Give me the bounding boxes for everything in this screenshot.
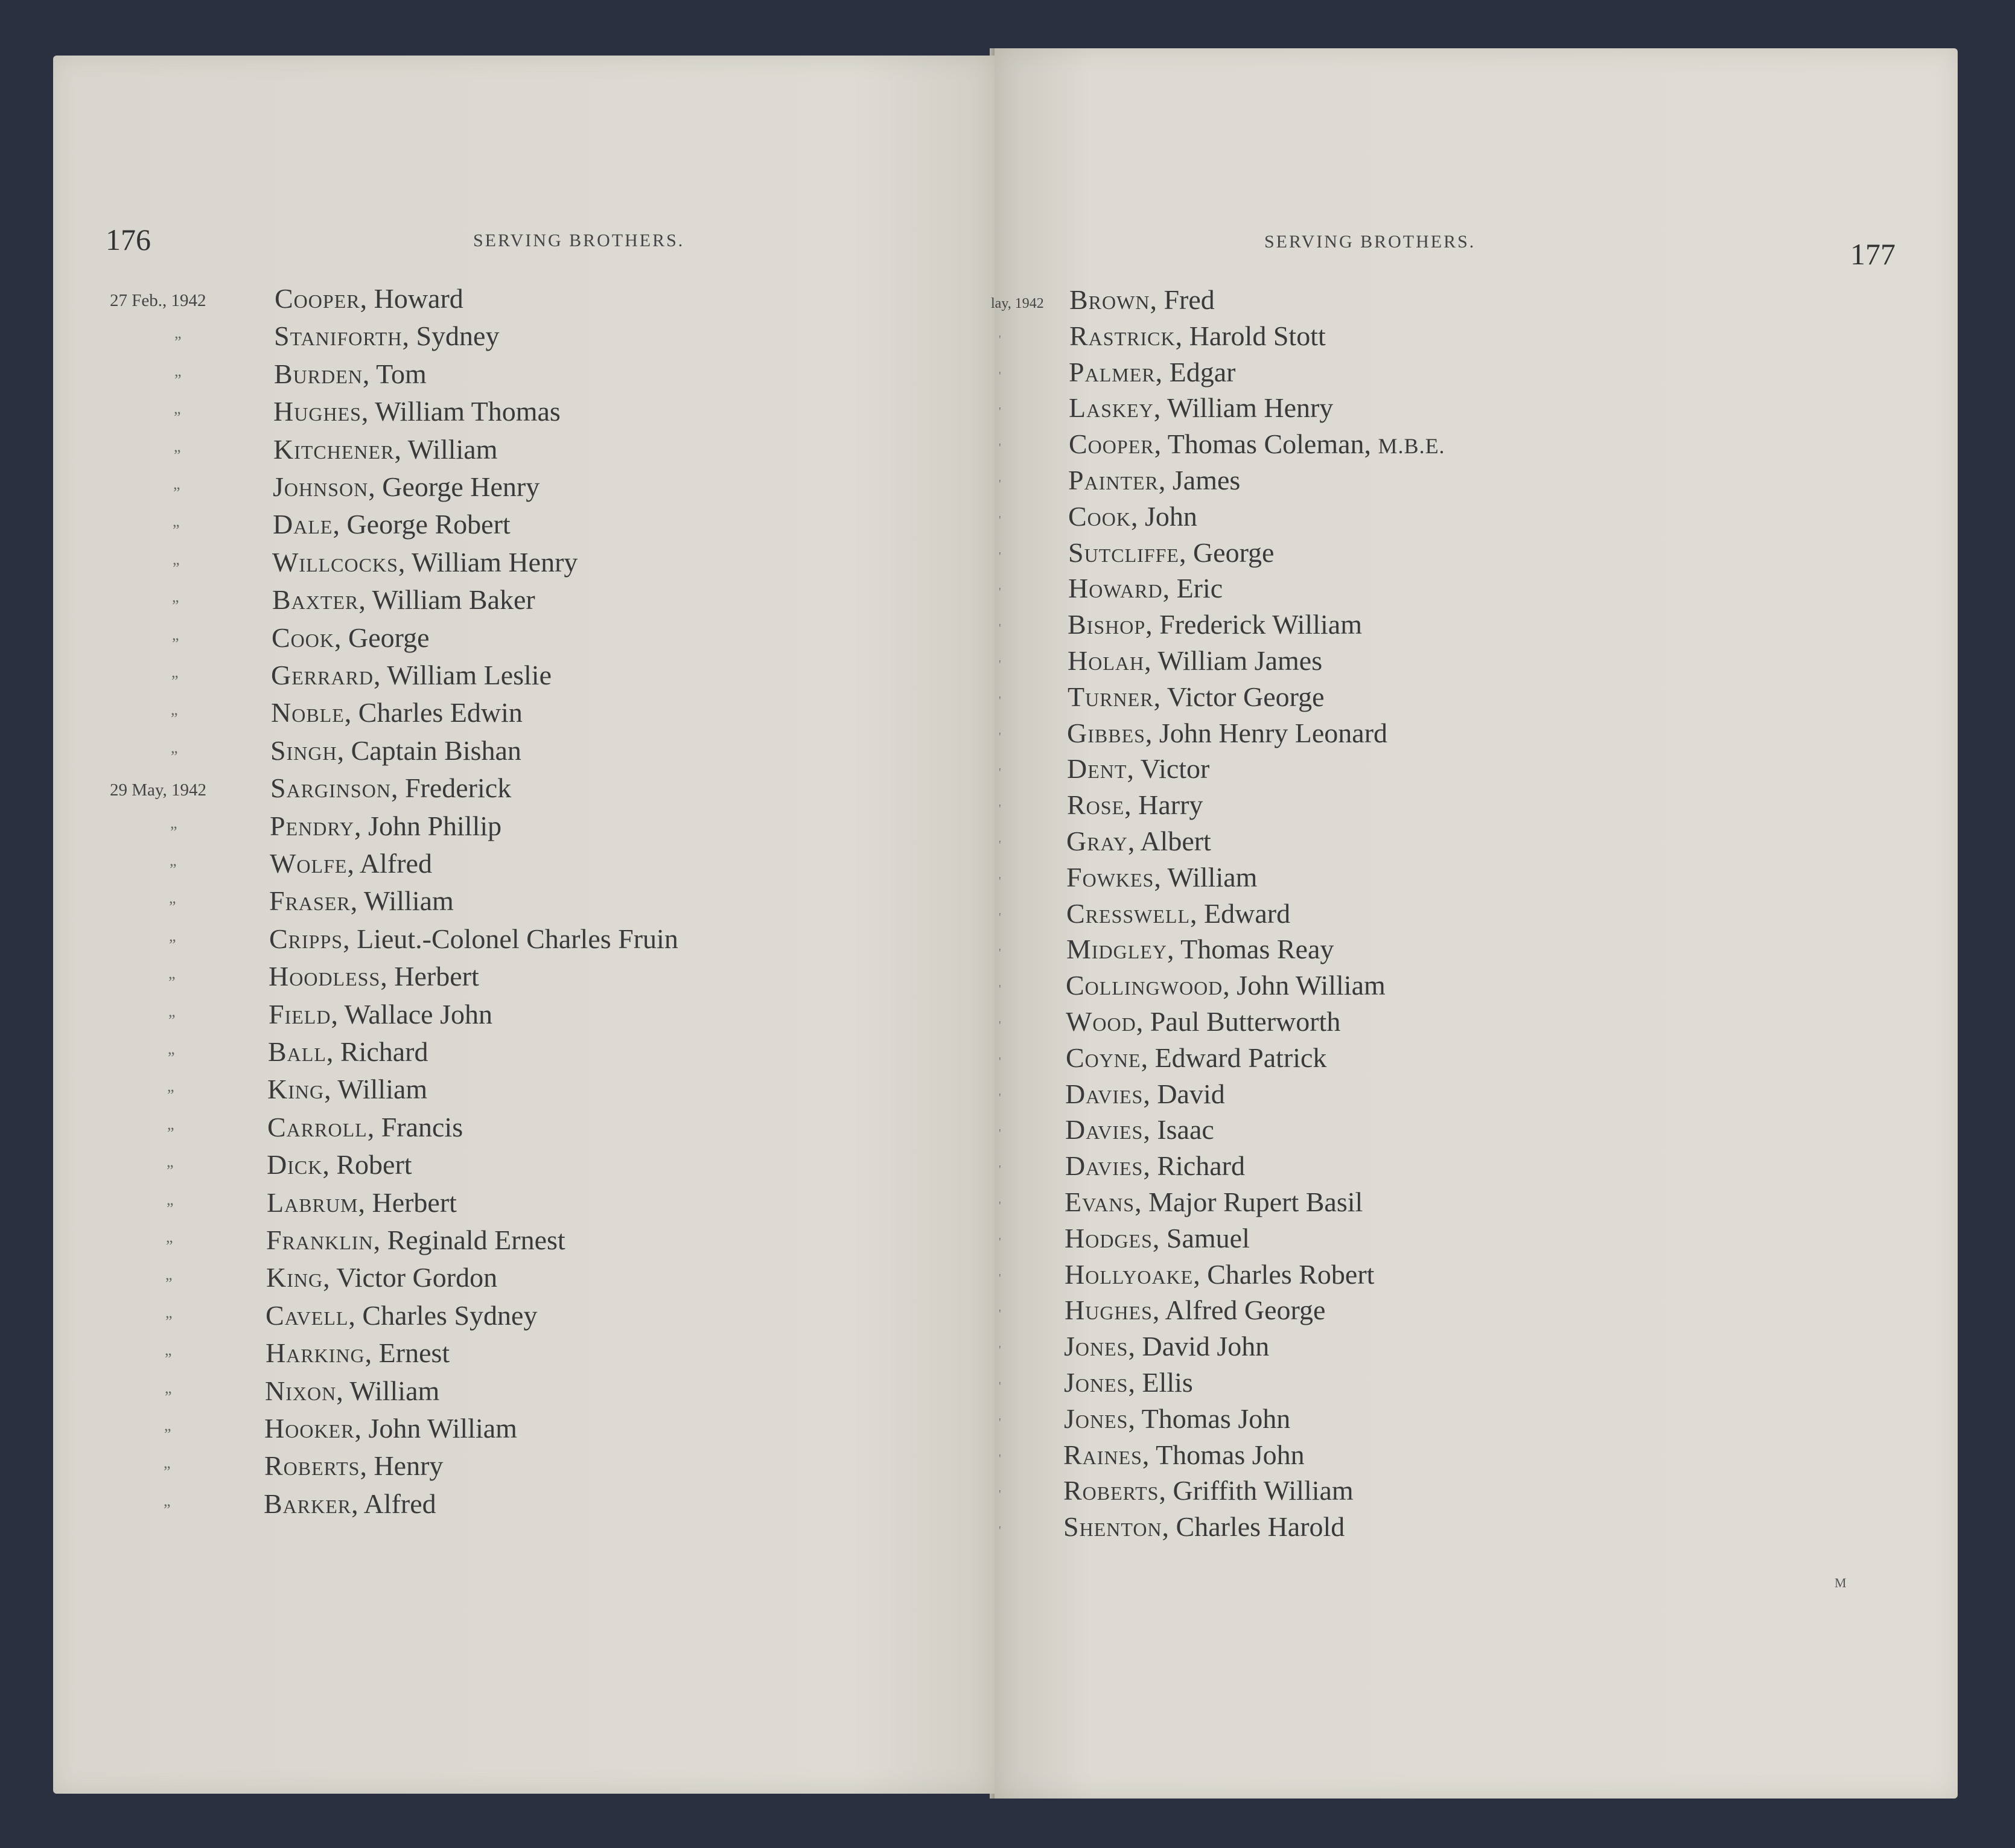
ditto-mark: ” bbox=[173, 521, 180, 540]
entry-name bbox=[1065, 1222, 1250, 1254]
entry-name bbox=[1069, 284, 1215, 316]
margin-mark: ' bbox=[999, 1343, 1001, 1357]
entry-name bbox=[264, 1412, 517, 1444]
signature-mark: M bbox=[1835, 1575, 1847, 1590]
entry-name bbox=[1065, 1150, 1245, 1182]
margin-mark: ' bbox=[999, 513, 1001, 527]
entry-name bbox=[271, 659, 552, 691]
surname: Cripps bbox=[269, 923, 343, 954]
entry-name bbox=[274, 358, 427, 390]
ditto-mark: ” bbox=[173, 559, 180, 577]
given-names: , Isaac bbox=[1143, 1114, 1214, 1145]
given-names: , Edward bbox=[1190, 897, 1291, 929]
surname: Roberts bbox=[264, 1450, 360, 1482]
entry-name bbox=[1066, 897, 1290, 929]
surname: Hollyoake bbox=[1065, 1258, 1194, 1290]
given-names: , Herbert bbox=[358, 1187, 457, 1218]
entry-name bbox=[1068, 608, 1362, 640]
given-names: , Alfred George bbox=[1152, 1295, 1326, 1326]
entry-name bbox=[267, 1111, 463, 1143]
entry-name bbox=[273, 508, 511, 540]
surname: Hodges bbox=[1065, 1222, 1153, 1254]
margin-mark: ' bbox=[999, 658, 1001, 671]
surname: Cresswell bbox=[1066, 897, 1191, 929]
ditto-mark: ” bbox=[172, 597, 179, 615]
given-names: , William Baker bbox=[358, 584, 535, 616]
entry-name bbox=[1069, 392, 1333, 424]
given-names: , William bbox=[1154, 861, 1258, 893]
margin-mark: ' bbox=[999, 1524, 1001, 1538]
given-names: , Frederick William bbox=[1145, 609, 1362, 640]
entry-name bbox=[1069, 356, 1235, 388]
entry-name bbox=[1068, 572, 1223, 604]
surname: Labrum bbox=[267, 1187, 358, 1218]
surname: Jones bbox=[1064, 1331, 1128, 1362]
given-names: , Henry bbox=[360, 1450, 444, 1482]
entry-name bbox=[1065, 1186, 1363, 1218]
surname: Barker bbox=[264, 1488, 352, 1519]
given-names: , George bbox=[1179, 537, 1275, 568]
margin-mark: ' bbox=[999, 1271, 1001, 1285]
surname: Jones bbox=[1064, 1367, 1128, 1398]
margin-mark: ' bbox=[999, 1019, 1001, 1032]
margin-mark: ' bbox=[999, 693, 1001, 707]
surname: Cook bbox=[1068, 500, 1132, 532]
surname: Hughes bbox=[1065, 1295, 1153, 1326]
margin-mark: ' bbox=[999, 1380, 1001, 1393]
surname: Raines bbox=[1063, 1439, 1142, 1470]
ditto-mark: ” bbox=[174, 446, 181, 464]
margin-mark: ' bbox=[999, 1091, 1001, 1104]
ditto-mark: ” bbox=[164, 1463, 171, 1481]
surname: Nixon bbox=[265, 1375, 337, 1406]
margin-mark: ' bbox=[999, 874, 1001, 888]
surname: Cavell bbox=[266, 1299, 349, 1331]
given-names: , Harry bbox=[1124, 789, 1203, 821]
surname: Fowkes bbox=[1066, 861, 1154, 893]
entry-name bbox=[1066, 969, 1386, 1001]
entry-name bbox=[269, 998, 492, 1030]
entry-name bbox=[268, 1036, 428, 1068]
entry-name bbox=[271, 696, 523, 728]
given-names: , Thomas Reay bbox=[1167, 934, 1334, 965]
given-names: , David John bbox=[1128, 1331, 1270, 1362]
ditto-mark: ” bbox=[170, 823, 177, 841]
entry-name bbox=[275, 282, 463, 314]
ditto-mark: ” bbox=[167, 1124, 174, 1142]
entry-name bbox=[266, 1337, 450, 1369]
surname: Wood bbox=[1066, 1006, 1136, 1037]
surname: Brown bbox=[1069, 284, 1150, 315]
given-names: , William Henry bbox=[1153, 392, 1334, 424]
entry-name bbox=[269, 885, 454, 917]
given-names: , Fred bbox=[1150, 284, 1215, 315]
margin-mark: ' bbox=[999, 802, 1001, 816]
ditto-mark: ” bbox=[170, 861, 177, 878]
entry-name bbox=[1068, 464, 1240, 496]
ditto-mark: ” bbox=[165, 1275, 173, 1293]
given-names: , Paul Butterworth bbox=[1136, 1006, 1341, 1037]
margin-mark: ' bbox=[999, 1235, 1001, 1249]
margin-mark: ' bbox=[999, 838, 1001, 852]
given-names: , George Robert bbox=[333, 509, 511, 540]
ditto-mark: ” bbox=[166, 1237, 173, 1255]
given-names: , Charles Edwin bbox=[344, 697, 523, 728]
given-names: , Major Rupert Basil bbox=[1135, 1187, 1363, 1217]
entry-name bbox=[1069, 320, 1326, 352]
entry-date: 29 May, 1942 bbox=[110, 780, 207, 800]
margin-mark: ' bbox=[999, 1488, 1001, 1502]
surname: Ball bbox=[268, 1036, 326, 1067]
given-names: , James bbox=[1158, 465, 1241, 495]
entry-name bbox=[1065, 1258, 1374, 1290]
ditto-mark: ” bbox=[172, 634, 179, 652]
given-names: , Harold Stott bbox=[1175, 320, 1326, 351]
surname: Hooker bbox=[264, 1413, 355, 1444]
surname: Staniforth bbox=[274, 320, 403, 352]
surname: Jones bbox=[1064, 1403, 1128, 1434]
given-names: , William bbox=[336, 1375, 440, 1406]
given-names: , Howard bbox=[360, 283, 463, 314]
entry-name bbox=[267, 1187, 457, 1219]
surname: King bbox=[267, 1074, 325, 1105]
surname: Gray bbox=[1066, 826, 1128, 856]
entry-name bbox=[1068, 500, 1197, 532]
surname: Hughes bbox=[273, 396, 361, 427]
given-names: , John Henry Leonard bbox=[1145, 717, 1388, 748]
ditto-mark: ” bbox=[169, 898, 176, 916]
margin-mark: ' bbox=[999, 1451, 1001, 1465]
margin-mark: ' bbox=[999, 1307, 1001, 1321]
entry-name bbox=[1065, 1294, 1325, 1326]
entry-name bbox=[266, 1224, 565, 1256]
given-names: , Ellis bbox=[1128, 1367, 1193, 1398]
surname: Rastrick bbox=[1069, 320, 1176, 351]
entry-name bbox=[1068, 537, 1274, 569]
entry-name bbox=[266, 1261, 497, 1293]
surname: Collingwood bbox=[1066, 970, 1223, 1001]
entry-name bbox=[269, 960, 479, 992]
given-names: , Victor bbox=[1127, 753, 1210, 785]
surname: Holah bbox=[1068, 645, 1145, 676]
given-names: , Albert bbox=[1127, 826, 1211, 856]
given-names: , David bbox=[1143, 1078, 1225, 1109]
entry-name bbox=[264, 1450, 443, 1482]
entry-name bbox=[273, 395, 561, 427]
margin-mark: ' bbox=[999, 585, 1001, 599]
margin-mark: ' bbox=[999, 1163, 1001, 1177]
margin-mark: ' bbox=[999, 1127, 1001, 1141]
surname: Davies bbox=[1065, 1078, 1144, 1109]
margin-mark: ' bbox=[999, 910, 1001, 924]
given-names: , Charles Sydney bbox=[348, 1299, 538, 1331]
surname: Burden bbox=[274, 358, 363, 389]
entry-name bbox=[264, 1488, 436, 1520]
right-page-number: 177 bbox=[1850, 237, 1896, 271]
entry-name bbox=[267, 1073, 427, 1105]
entry-name bbox=[266, 1299, 537, 1331]
entry-name bbox=[1069, 428, 1445, 460]
entry-name bbox=[1063, 1474, 1354, 1506]
given-names: , Victor Gordon bbox=[323, 1262, 498, 1293]
margin-mark: ' bbox=[999, 1199, 1001, 1212]
surname: Gerrard bbox=[271, 660, 374, 690]
surname: Rose bbox=[1067, 789, 1125, 821]
entry-name bbox=[1066, 825, 1211, 857]
given-names: , Alfred bbox=[351, 1488, 436, 1519]
entry-date: 27 Feb., 1942 bbox=[110, 291, 206, 310]
entry-name bbox=[1066, 1042, 1326, 1074]
surname: King bbox=[266, 1262, 323, 1293]
given-names: , William bbox=[394, 433, 498, 465]
given-names: , Sydney bbox=[402, 320, 500, 352]
margin-mark: ' bbox=[999, 730, 1001, 744]
surname: Shenton bbox=[1063, 1511, 1162, 1543]
given-names: , Samuel bbox=[1152, 1222, 1250, 1254]
left-page-number: 176 bbox=[106, 223, 151, 256]
entry-name bbox=[1066, 933, 1334, 965]
ditto-mark: ” bbox=[173, 484, 180, 502]
given-names: , William bbox=[324, 1074, 428, 1105]
entry-name bbox=[1067, 717, 1387, 749]
given-names: , Alfred bbox=[347, 848, 432, 879]
given-names: , Captain Bishan bbox=[337, 734, 521, 766]
entry-name bbox=[1064, 1366, 1193, 1398]
given-names: , Thomas John bbox=[1128, 1403, 1291, 1434]
given-names: , Thomas John bbox=[1142, 1439, 1305, 1470]
entry-name bbox=[270, 810, 501, 842]
given-names: , Wallace John bbox=[331, 998, 492, 1030]
given-names: , Victor George bbox=[1153, 681, 1325, 712]
given-names: , Ernest bbox=[364, 1337, 450, 1369]
entry-name bbox=[1063, 1439, 1305, 1471]
ditto-mark: ” bbox=[171, 747, 178, 765]
surname: Noble bbox=[271, 697, 345, 728]
margin-mark: ' bbox=[999, 983, 1001, 996]
surname: Coyne bbox=[1066, 1042, 1141, 1073]
entry-name bbox=[1068, 645, 1322, 677]
given-names: , Robert bbox=[322, 1149, 412, 1180]
margin-mark: ' bbox=[999, 622, 1001, 636]
entry-name bbox=[273, 433, 498, 465]
ditto-mark: ” bbox=[168, 1011, 176, 1029]
surname: Evans bbox=[1065, 1187, 1135, 1217]
margin-mark: ' bbox=[999, 766, 1001, 780]
surname: Field bbox=[269, 998, 331, 1030]
margin-mark: ' bbox=[999, 477, 1001, 491]
given-names: , George bbox=[334, 622, 430, 653]
entry-name bbox=[273, 471, 540, 503]
entry-name bbox=[265, 1375, 439, 1407]
margin-mark: ' bbox=[999, 1415, 1001, 1429]
given-names: , Richard bbox=[1143, 1150, 1245, 1182]
margin-mark: ' bbox=[999, 405, 1001, 419]
surname: Cooper bbox=[275, 283, 360, 314]
entry-name bbox=[1065, 1114, 1214, 1145]
ditto-mark: ” bbox=[168, 1049, 175, 1066]
given-names: , William Thomas bbox=[361, 396, 561, 427]
surname: Cook bbox=[272, 622, 335, 653]
ditto-mark: ” bbox=[174, 333, 182, 351]
honour-suffix: M.B.E. bbox=[1378, 434, 1445, 459]
given-names: , Edgar bbox=[1155, 356, 1236, 387]
entry-name bbox=[274, 320, 499, 352]
surname: Cooper bbox=[1069, 429, 1154, 460]
entry-name bbox=[270, 847, 432, 879]
ditto-mark: ” bbox=[167, 1162, 174, 1180]
surname: Davies bbox=[1065, 1150, 1144, 1182]
surname: Gibbes bbox=[1067, 717, 1145, 748]
surname: Harking bbox=[266, 1337, 365, 1369]
surname: Baxter bbox=[272, 584, 359, 616]
entry-name bbox=[1066, 1005, 1340, 1037]
entry-name bbox=[1068, 681, 1325, 713]
surname: Franklin bbox=[266, 1225, 374, 1255]
entry-name bbox=[1063, 1511, 1345, 1543]
given-names: , Lieut.-Colonel Charles Fruin bbox=[343, 923, 678, 954]
surname: Painter bbox=[1068, 465, 1159, 495]
ditto-mark: ” bbox=[171, 710, 178, 728]
margin-mark: ' bbox=[999, 1054, 1001, 1068]
surname: Carroll bbox=[267, 1111, 368, 1142]
ditto-mark: ” bbox=[164, 1426, 171, 1443]
given-names: , William Henry bbox=[398, 546, 578, 578]
given-names: , Tom bbox=[362, 358, 427, 389]
surname: Singh bbox=[270, 734, 337, 766]
surname: Johnson bbox=[273, 471, 369, 502]
given-names: , Thomas Coleman, bbox=[1154, 429, 1378, 460]
ditto-mark: ” bbox=[167, 1086, 174, 1104]
surname: Sutcliffe bbox=[1068, 537, 1179, 568]
ditto-mark: ” bbox=[165, 1388, 172, 1406]
given-names: , William James bbox=[1144, 645, 1323, 676]
given-names: , George Henry bbox=[368, 471, 540, 502]
given-names: , Richard bbox=[326, 1036, 428, 1067]
ditto-mark: ” bbox=[165, 1350, 172, 1368]
surname: Dale bbox=[273, 509, 333, 540]
ditto-mark: ” bbox=[167, 1199, 174, 1217]
given-names: , William bbox=[350, 885, 454, 917]
ditto-mark: ” bbox=[168, 973, 176, 992]
ditto-mark: ” bbox=[164, 1500, 171, 1518]
given-names: , Charles Harold bbox=[1162, 1511, 1345, 1543]
entry-name bbox=[1064, 1403, 1290, 1435]
surname: Palmer bbox=[1069, 356, 1156, 387]
given-names: , Reginald Ernest bbox=[373, 1225, 565, 1255]
surname: Turner bbox=[1068, 681, 1154, 712]
surname: Pendry bbox=[270, 810, 355, 841]
entry-name bbox=[1067, 753, 1209, 785]
margin-mark: ' bbox=[999, 369, 1001, 383]
given-names: , John bbox=[1131, 500, 1197, 532]
given-names: , Herbert bbox=[380, 961, 479, 992]
entry-name bbox=[267, 1149, 412, 1180]
ditto-mark: ” bbox=[165, 1312, 173, 1330]
entry-name bbox=[1065, 1078, 1225, 1110]
surname: Davies bbox=[1065, 1114, 1144, 1145]
given-names: , Francis bbox=[367, 1111, 463, 1142]
surname: Hoodless bbox=[269, 961, 381, 992]
ditto-mark: ” bbox=[169, 935, 176, 954]
given-names: , John William bbox=[354, 1413, 517, 1444]
surname: Willcocks bbox=[272, 546, 398, 578]
surname: Dent bbox=[1067, 753, 1127, 785]
surname: Sarginson bbox=[270, 773, 391, 804]
given-names: , John William bbox=[1223, 970, 1386, 1001]
entry-name bbox=[270, 734, 521, 766]
entry-name bbox=[1067, 789, 1203, 821]
margin-mark: ' bbox=[999, 333, 1001, 346]
entry-name bbox=[272, 584, 535, 616]
surname: Bishop bbox=[1068, 609, 1146, 640]
ditto-mark: ” bbox=[171, 672, 179, 690]
surname: Roberts bbox=[1063, 1475, 1159, 1506]
surname: Howard bbox=[1068, 573, 1163, 604]
entry-name bbox=[1066, 861, 1257, 893]
entry-name bbox=[272, 622, 430, 654]
given-names: , Griffith William bbox=[1159, 1475, 1354, 1506]
given-names: , Frederick bbox=[390, 773, 512, 804]
given-names: , John Phillip bbox=[354, 810, 502, 841]
entry-name bbox=[1064, 1330, 1269, 1362]
margin-mark: ' bbox=[999, 946, 1001, 960]
surname: Dick bbox=[267, 1149, 323, 1180]
given-names: , Eric bbox=[1162, 573, 1223, 604]
surname: Wolfe bbox=[270, 848, 348, 879]
given-names: , William Leslie bbox=[374, 660, 552, 690]
surname: Fraser bbox=[269, 885, 351, 917]
ditto-mark: ” bbox=[174, 409, 181, 427]
ditto-mark: ” bbox=[174, 371, 182, 389]
entry-name bbox=[270, 772, 511, 804]
margin-mark: ' bbox=[999, 549, 1001, 563]
entry-name bbox=[269, 923, 678, 955]
right-date-fragment: lay, 1942 bbox=[991, 296, 1044, 311]
entry-name bbox=[272, 546, 578, 578]
surname: Kitchener bbox=[273, 433, 395, 465]
given-names: , Edward Patrick bbox=[1141, 1042, 1327, 1073]
margin-mark: ' bbox=[999, 441, 1001, 455]
surname: Midgley bbox=[1066, 934, 1167, 965]
given-names: , Charles Robert bbox=[1193, 1258, 1375, 1290]
surname: Laskey bbox=[1069, 392, 1154, 424]
left-running-head: SERVING BROTHERS. bbox=[473, 231, 685, 250]
right-running-head: SERVING BROTHERS. bbox=[1264, 232, 1476, 252]
